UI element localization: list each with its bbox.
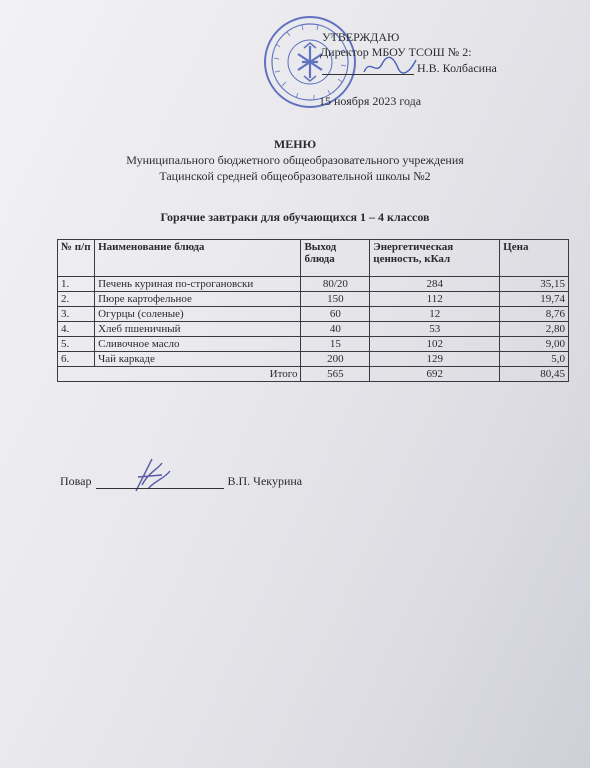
row-energy: 12 (370, 307, 500, 322)
approval-position: Директор МБОУ ТСОШ № 2: (320, 45, 472, 59)
row-dish: Чай каркаде (95, 352, 301, 367)
table-row (58, 352, 569, 367)
cook-signature-line (96, 477, 224, 489)
total-price: 80,45 (500, 367, 569, 382)
row-price: 2,80 (500, 322, 569, 337)
row-output: 150 (301, 292, 370, 307)
table-row (58, 277, 569, 292)
organization-line-2: Тацинской средней общеобразовательной школы №2 (159, 169, 431, 183)
row-energy: 53 (370, 322, 500, 337)
cook-line (60, 474, 302, 489)
row-price: 8,76 (500, 307, 569, 322)
row-output: 40 (301, 322, 370, 337)
row-num: 1. (58, 277, 95, 292)
row-output: 60 (301, 307, 370, 322)
row-num: 5. (58, 337, 95, 352)
row-energy: 102 (370, 337, 500, 352)
row-dish: Сливочное масло (95, 337, 301, 352)
table-row (58, 322, 569, 337)
total-label: Итого (58, 367, 301, 382)
row-num: 3. (58, 307, 95, 322)
total-output: 565 (301, 367, 370, 382)
row-num: 2. (58, 292, 95, 307)
row-num: 4. (58, 322, 95, 337)
table-row (58, 337, 569, 352)
approval-heading: УТВЕРЖДАЮ (322, 30, 400, 44)
row-energy: 129 (370, 352, 500, 367)
header-name: Наименование блюда (95, 240, 301, 277)
approval-date: 15 ноября 2023 года (319, 94, 422, 108)
menu-table (57, 239, 569, 382)
row-price: 19,74 (500, 292, 569, 307)
approval-signer: Н.В. Колбасина (417, 61, 497, 75)
header-price: Цена (500, 240, 569, 277)
table-row (58, 292, 569, 307)
row-price: 9,00 (500, 337, 569, 352)
row-dish: Хлеб пшеничный (95, 322, 301, 337)
header-energy: Энергетическая ценность, кКал (370, 240, 500, 277)
header-output: Выход блюда (301, 240, 370, 277)
row-output: 200 (301, 352, 370, 367)
header-num: № п/п (58, 240, 95, 277)
cook-name: В.П. Чекурина (227, 474, 303, 488)
row-energy: 284 (370, 277, 500, 292)
menu-subtitle: Горячие завтраки для обучающихся 1 – 4 классов (160, 210, 430, 224)
row-dish: Печень куриная по-строгановски (95, 277, 301, 292)
row-price: 35,15 (500, 277, 569, 292)
table-total-row (58, 367, 569, 382)
table-header-row (58, 240, 569, 277)
table-row (58, 307, 569, 322)
cook-label: Повар (60, 474, 92, 488)
row-num: 6. (58, 352, 95, 367)
total-energy: 692 (370, 367, 500, 382)
row-energy: 112 (370, 292, 500, 307)
row-dish: Огурцы (соленые) (95, 307, 301, 322)
row-output: 80/20 (301, 277, 370, 292)
document-title: МЕНЮ (273, 137, 317, 151)
organization-line-1: Муниципального бюджетного общеобразовательного учреждения (126, 153, 464, 167)
row-output: 15 (301, 337, 370, 352)
director-signature (360, 52, 420, 80)
row-dish: Пюре картофельное (95, 292, 301, 307)
row-price: 5,0 (500, 352, 569, 367)
